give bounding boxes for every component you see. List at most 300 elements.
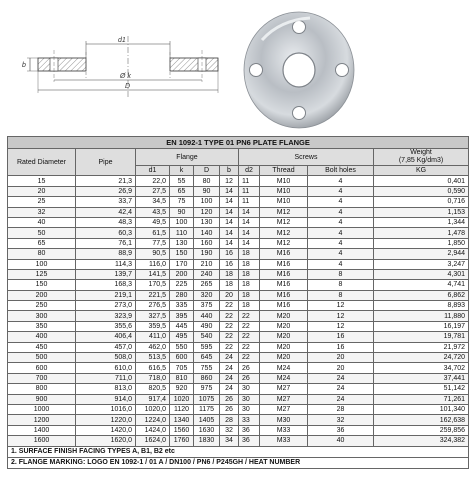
cell-d1: 141,5 [136, 269, 170, 279]
table-row [8, 259, 469, 269]
cell-pipe: 60,3 [76, 228, 136, 238]
cell-b: 12 [220, 176, 239, 186]
table-row [8, 217, 469, 227]
cell-rated-diameter: 250 [8, 301, 76, 311]
cell-k: 90 [170, 207, 194, 217]
table-body [8, 176, 469, 446]
cell-weight: 34,702 [374, 363, 469, 373]
cell-D: 265 [194, 280, 220, 290]
cell-d1: 221,5 [136, 290, 170, 300]
cell-d2: 22 [239, 311, 260, 321]
cell-D: 975 [194, 384, 220, 394]
table-row [8, 290, 469, 300]
table-row [8, 353, 469, 363]
cell-thread: M24 [260, 373, 308, 383]
cell-pipe: 711,0 [76, 373, 136, 383]
table-row [8, 436, 469, 446]
cell-b: 16 [220, 249, 239, 259]
cell-rated-diameter: 900 [8, 394, 76, 404]
header-b: b [220, 166, 239, 176]
cell-bolt-holes: 16 [308, 342, 374, 352]
table-row [8, 207, 469, 217]
cell-D: 755 [194, 363, 220, 373]
cell-d1: 462,0 [136, 342, 170, 352]
cell-bolt-holes: 12 [308, 301, 374, 311]
cell-D: 1405 [194, 415, 220, 425]
table-row [8, 280, 469, 290]
cell-weight: 0,590 [374, 186, 469, 196]
cell-bolt-holes: 36 [308, 425, 374, 435]
cell-d1: 1020,0 [136, 404, 170, 414]
cell-k: 1560 [170, 425, 194, 435]
cell-thread: M27 [260, 394, 308, 404]
cell-weight: 19,781 [374, 332, 469, 342]
cell-D: 1175 [194, 404, 220, 414]
table-row [8, 228, 469, 238]
cell-b: 22 [220, 321, 239, 331]
cell-bolt-holes: 4 [308, 249, 374, 259]
cell-bolt-holes: 24 [308, 394, 374, 404]
cell-k: 335 [170, 301, 194, 311]
cell-thread: M16 [260, 290, 308, 300]
header-pipe: Pipe [76, 149, 136, 176]
header-thread: Thread [260, 166, 308, 176]
cell-weight: 51,142 [374, 384, 469, 394]
cell-k: 130 [170, 238, 194, 248]
cell-bolt-holes: 4 [308, 228, 374, 238]
cell-rated-diameter: 100 [8, 259, 76, 269]
cell-d2: 11 [239, 197, 260, 207]
cell-k: 110 [170, 228, 194, 238]
header-weight-line2: (7,85 Kg/dm3) [398, 157, 444, 164]
cell-thread: M10 [260, 186, 308, 196]
cell-pipe: 42,4 [76, 207, 136, 217]
table-row [8, 394, 469, 404]
cell-rated-diameter: 20 [8, 186, 76, 196]
table-row [8, 373, 469, 383]
cell-d2: 22 [239, 321, 260, 331]
cell-b: 14 [220, 238, 239, 248]
table-row [8, 321, 469, 331]
cell-weight: 16,197 [374, 321, 469, 331]
cell-rated-diameter: 32 [8, 207, 76, 217]
cell-b: 18 [220, 269, 239, 279]
cell-D: 210 [194, 259, 220, 269]
cell-d2: 18 [239, 280, 260, 290]
cell-thread: M12 [260, 238, 308, 248]
d1-dimension-label: d1 [118, 37, 126, 44]
flange-left-section [38, 58, 86, 71]
cell-k: 280 [170, 290, 194, 300]
cell-thread: M12 [260, 217, 308, 227]
cell-d1: 170,5 [136, 280, 170, 290]
header-k: k [170, 166, 194, 176]
table-row [8, 249, 469, 259]
cell-thread: M33 [260, 436, 308, 446]
cell-pipe: 406,4 [76, 332, 136, 342]
cell-D: 190 [194, 249, 220, 259]
cell-pipe: 508,0 [76, 353, 136, 363]
cell-weight: 1,478 [374, 228, 469, 238]
cell-d1: 359,5 [136, 321, 170, 331]
cell-thread: M20 [260, 311, 308, 321]
cell-weight: 0,716 [374, 197, 469, 207]
cell-pipe: 114,3 [76, 259, 136, 269]
cell-b: 24 [220, 353, 239, 363]
cell-d2: 14 [239, 228, 260, 238]
cell-k: 705 [170, 363, 194, 373]
cell-rated-diameter: 700 [8, 373, 76, 383]
cell-pipe: 139,7 [76, 269, 136, 279]
cell-D: 645 [194, 353, 220, 363]
table-row [8, 384, 469, 394]
cell-k: 495 [170, 332, 194, 342]
cell-pipe: 219,1 [76, 290, 136, 300]
cell-rated-diameter: 450 [8, 342, 76, 352]
cell-d2: 14 [239, 238, 260, 248]
header-D: D [194, 166, 220, 176]
cell-k: 170 [170, 259, 194, 269]
cell-d1: 43,5 [136, 207, 170, 217]
D-dimension-label: D [125, 83, 131, 90]
cell-bolt-holes: 4 [308, 238, 374, 248]
cell-D: 860 [194, 373, 220, 383]
cell-pipe: 26,9 [76, 186, 136, 196]
cell-bolt-holes: 20 [308, 353, 374, 363]
cell-D: 490 [194, 321, 220, 331]
cell-weight: 162,638 [374, 415, 469, 425]
cell-thread: M33 [260, 425, 308, 435]
cell-rated-diameter: 400 [8, 332, 76, 342]
cell-thread: M20 [260, 353, 308, 363]
cell-d2: 18 [239, 269, 260, 279]
table-row [8, 197, 469, 207]
cell-D: 140 [194, 228, 220, 238]
cell-rated-diameter: 500 [8, 353, 76, 363]
cell-pipe: 273,0 [76, 301, 136, 311]
cell-rated-diameter: 125 [8, 269, 76, 279]
cell-weight: 1,153 [374, 207, 469, 217]
cell-rated-diameter: 200 [8, 290, 76, 300]
table-row [8, 186, 469, 196]
cell-d1: 513,5 [136, 353, 170, 363]
cell-d2: 14 [239, 217, 260, 227]
cell-d2: 18 [239, 301, 260, 311]
cell-b: 14 [220, 228, 239, 238]
cell-pipe: 21,3 [76, 176, 136, 186]
cell-thread: M12 [260, 228, 308, 238]
cell-thread: M20 [260, 321, 308, 331]
cell-weight: 71,261 [374, 394, 469, 404]
cell-D: 540 [194, 332, 220, 342]
header-flange: Flange [136, 149, 239, 166]
cell-d2: 30 [239, 404, 260, 414]
cell-D: 240 [194, 269, 220, 279]
cell-b: 34 [220, 436, 239, 446]
cell-D: 160 [194, 238, 220, 248]
cell-pipe: 88,9 [76, 249, 136, 259]
cell-pipe: 914,0 [76, 394, 136, 404]
cell-k: 445 [170, 321, 194, 331]
cell-weight: 4,741 [374, 280, 469, 290]
cell-d1: 116,0 [136, 259, 170, 269]
cell-thread: M16 [260, 249, 308, 259]
cell-bolt-holes: 16 [308, 332, 374, 342]
flange-photo [244, 12, 354, 128]
cell-b: 18 [220, 280, 239, 290]
cell-weight: 101,340 [374, 404, 469, 414]
cell-weight: 1,344 [374, 217, 469, 227]
cell-pipe: 1220,0 [76, 415, 136, 425]
cell-k: 1020 [170, 394, 194, 404]
header-d2: d2 [239, 166, 260, 176]
cell-b: 22 [220, 301, 239, 311]
cell-bolt-holes: 4 [308, 207, 374, 217]
cell-d2: 18 [239, 290, 260, 300]
cell-D: 1630 [194, 425, 220, 435]
cell-k: 150 [170, 249, 194, 259]
cell-thread: M24 [260, 363, 308, 373]
cell-bolt-holes: 40 [308, 436, 374, 446]
cell-d1: 90,5 [136, 249, 170, 259]
cell-d1: 49,5 [136, 217, 170, 227]
cell-k: 55 [170, 176, 194, 186]
cell-pipe: 48,3 [76, 217, 136, 227]
flange-section-drawing [22, 36, 218, 98]
note-flange-marking: 2. FLANGE MARKING: LOGO EN 1092-1 / 01 A / DN100 / PN6 / P245GH / HEAT NUMBER [8, 457, 469, 468]
cell-D: 130 [194, 217, 220, 227]
cell-bolt-holes: 32 [308, 415, 374, 425]
cell-d1: 61,5 [136, 228, 170, 238]
cell-rated-diameter: 1000 [8, 404, 76, 414]
cell-d2: 30 [239, 394, 260, 404]
table-row [8, 332, 469, 342]
cell-thread: M10 [260, 197, 308, 207]
cell-rated-diameter: 40 [8, 217, 76, 227]
cell-k: 600 [170, 353, 194, 363]
cell-pipe: 76,1 [76, 238, 136, 248]
header-weight [374, 149, 469, 166]
cell-d2: 26 [239, 373, 260, 383]
cell-weight: 0,401 [374, 176, 469, 186]
cell-b: 24 [220, 373, 239, 383]
cell-d1: 917,4 [136, 394, 170, 404]
cell-weight: 1,850 [374, 238, 469, 248]
cell-rated-diameter: 80 [8, 249, 76, 259]
flange-right-section [170, 58, 218, 71]
cell-pipe: 457,0 [76, 342, 136, 352]
cell-d1: 616,5 [136, 363, 170, 373]
cell-d2: 11 [239, 186, 260, 196]
cell-thread: M16 [260, 269, 308, 279]
cell-bolt-holes: 8 [308, 280, 374, 290]
table-title: EN 1092-1 TYPE 01 PN6 PLATE FLANGE [8, 137, 469, 149]
cell-thread: M16 [260, 280, 308, 290]
cell-D: 595 [194, 342, 220, 352]
cell-d2: 26 [239, 363, 260, 373]
header-rated-diameter: Rated Diameter [8, 149, 76, 176]
cell-d2: 18 [239, 249, 260, 259]
cell-d2: 30 [239, 384, 260, 394]
cell-b: 26 [220, 404, 239, 414]
cell-weight: 2,944 [374, 249, 469, 259]
flange-dimensions-table [7, 136, 469, 469]
table-row [8, 404, 469, 414]
cell-d1: 327,5 [136, 311, 170, 321]
cell-bolt-holes: 8 [308, 269, 374, 279]
cell-bolt-holes: 12 [308, 321, 374, 331]
header-d1: d1 [136, 166, 170, 176]
cell-pipe: 33,7 [76, 197, 136, 207]
cell-D: 100 [194, 197, 220, 207]
header-weight-line1: Weight [410, 149, 432, 156]
cell-bolt-holes: 4 [308, 186, 374, 196]
cell-d1: 34,5 [136, 197, 170, 207]
cell-bolt-holes: 8 [308, 290, 374, 300]
cell-b: 32 [220, 425, 239, 435]
cell-d2: 22 [239, 342, 260, 352]
cell-rated-diameter: 1400 [8, 425, 76, 435]
cell-rated-diameter: 50 [8, 228, 76, 238]
cell-d2: 36 [239, 425, 260, 435]
cell-rated-diameter: 600 [8, 363, 76, 373]
cell-d1: 1624,0 [136, 436, 170, 446]
cell-rated-diameter: 25 [8, 197, 76, 207]
cell-b: 14 [220, 217, 239, 227]
cell-k: 200 [170, 269, 194, 279]
cell-k: 100 [170, 217, 194, 227]
cell-pipe: 1620,0 [76, 436, 136, 446]
cell-d1: 718,0 [136, 373, 170, 383]
cell-weight: 4,301 [374, 269, 469, 279]
cell-d1: 276,5 [136, 301, 170, 311]
cell-pipe: 813,0 [76, 384, 136, 394]
cell-weight: 8,893 [374, 301, 469, 311]
table-row [8, 269, 469, 279]
cell-pipe: 355,6 [76, 321, 136, 331]
cell-k: 550 [170, 342, 194, 352]
cell-weight: 37,441 [374, 373, 469, 383]
header-kg: KG [374, 166, 469, 176]
cell-thread: M27 [260, 404, 308, 414]
cell-rated-diameter: 350 [8, 321, 76, 331]
table-row [8, 415, 469, 425]
cell-pipe: 610,0 [76, 363, 136, 373]
cell-D: 440 [194, 311, 220, 321]
cell-bolt-holes: 4 [308, 217, 374, 227]
cell-k: 810 [170, 373, 194, 383]
cell-thread: M10 [260, 176, 308, 186]
cell-thread: M16 [260, 259, 308, 269]
table-row [8, 425, 469, 435]
cell-thread: M20 [260, 332, 308, 342]
cell-thread: M20 [260, 342, 308, 352]
k-dimension-label: Ø k [120, 73, 131, 80]
cell-d1: 411,0 [136, 332, 170, 342]
cell-rated-diameter: 15 [8, 176, 76, 186]
cell-b: 26 [220, 394, 239, 404]
cell-weight: 3,247 [374, 259, 469, 269]
cell-b: 20 [220, 290, 239, 300]
cell-d1: 1224,0 [136, 415, 170, 425]
cell-bolt-holes: 4 [308, 259, 374, 269]
table-row [8, 311, 469, 321]
cell-D: 375 [194, 301, 220, 311]
table-row [8, 342, 469, 352]
cell-k: 920 [170, 384, 194, 394]
cell-bolt-holes: 24 [308, 384, 374, 394]
cell-b: 14 [220, 207, 239, 217]
cell-b: 24 [220, 384, 239, 394]
cell-d2: 22 [239, 332, 260, 342]
cell-b: 14 [220, 186, 239, 196]
cell-thread: M12 [260, 207, 308, 217]
cell-d1: 1424,0 [136, 425, 170, 435]
cell-d2: 33 [239, 415, 260, 425]
cell-weight: 259,856 [374, 425, 469, 435]
note-surface-finish: 1. SURFACE FINISH FACING TYPES A, B1, B2 etc [8, 446, 469, 457]
cell-bolt-holes: 28 [308, 404, 374, 414]
cell-pipe: 323,9 [76, 311, 136, 321]
cell-weight: 24,720 [374, 353, 469, 363]
cell-d2: 11 [239, 176, 260, 186]
header-bolt-holes: Bolt holes [308, 166, 374, 176]
table-row [8, 238, 469, 248]
cell-d2: 14 [239, 207, 260, 217]
cell-bolt-holes: 12 [308, 311, 374, 321]
cell-thread: M30 [260, 415, 308, 425]
cell-rated-diameter: 65 [8, 238, 76, 248]
header-screws: Screws [239, 149, 374, 166]
cell-b: 24 [220, 363, 239, 373]
table-row [8, 363, 469, 373]
cell-k: 65 [170, 186, 194, 196]
cell-b: 16 [220, 259, 239, 269]
cell-D: 320 [194, 290, 220, 300]
cell-k: 75 [170, 197, 194, 207]
cell-k: 1760 [170, 436, 194, 446]
cell-bolt-holes: 4 [308, 176, 374, 186]
cell-thread: M16 [260, 301, 308, 311]
table-row [8, 176, 469, 186]
cell-pipe: 1016,0 [76, 404, 136, 414]
cell-D: 1830 [194, 436, 220, 446]
cell-pipe: 1420,0 [76, 425, 136, 435]
cell-weight: 21,972 [374, 342, 469, 352]
flange-figure [0, 0, 474, 132]
cell-D: 1075 [194, 394, 220, 404]
cell-rated-diameter: 1600 [8, 436, 76, 446]
cell-thread: M27 [260, 384, 308, 394]
cell-b: 22 [220, 332, 239, 342]
cell-rated-diameter: 300 [8, 311, 76, 321]
cell-b: 14 [220, 197, 239, 207]
cell-b: 22 [220, 342, 239, 352]
cell-d2: 18 [239, 259, 260, 269]
cell-k: 225 [170, 280, 194, 290]
cell-pipe: 168,3 [76, 280, 136, 290]
cell-rated-diameter: 1200 [8, 415, 76, 425]
cell-d2: 36 [239, 436, 260, 446]
cell-weight: 324,382 [374, 436, 469, 446]
cell-d1: 27,5 [136, 186, 170, 196]
cell-k: 395 [170, 311, 194, 321]
cell-d1: 22,0 [136, 176, 170, 186]
cell-D: 90 [194, 186, 220, 196]
b-dimension-label: b [22, 62, 26, 69]
cell-b: 28 [220, 415, 239, 425]
cell-D: 120 [194, 207, 220, 217]
